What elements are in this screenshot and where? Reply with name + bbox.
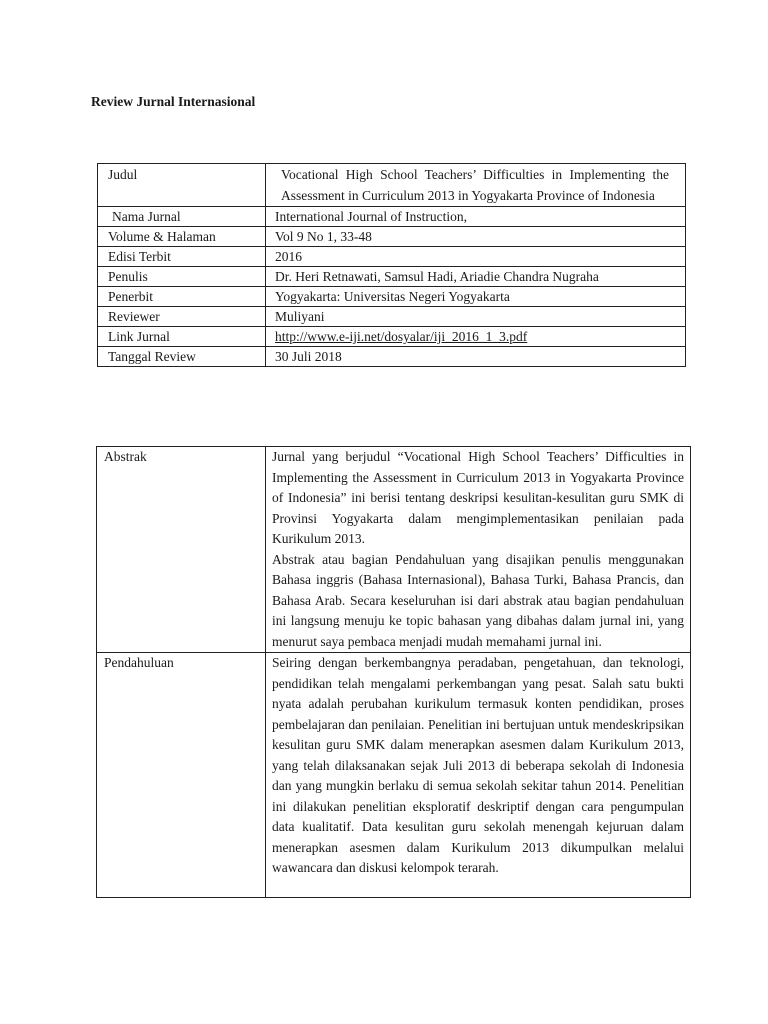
review-content-table (96, 446, 691, 898)
row-value-penerbit: Yogyakarta: Universitas Negeri Yogyakarta (266, 287, 686, 307)
table-row (98, 247, 686, 267)
row-value-pendahuluan (266, 653, 691, 898)
row-value-abstrak (266, 447, 691, 653)
row-label-reviewer: Reviewer (98, 307, 266, 327)
table-row (98, 287, 686, 307)
row-label-penulis: Penulis (98, 267, 266, 287)
row-value-penulis: Dr. Heri Retnawati, Samsul Hadi, Ariadie Chandra Nugraha (266, 267, 686, 287)
row-value-nama-jurnal: International Journal of Instruction, (266, 207, 686, 227)
table-row (98, 327, 686, 347)
table-row (97, 653, 691, 898)
row-label-abstrak: Abstrak (97, 447, 266, 653)
table-row (98, 307, 686, 327)
row-value-edisi: 2016 (266, 247, 686, 267)
table-row (98, 207, 686, 227)
abstrak-paragraph-1: Jurnal yang berjudul “Vocational High School Teachers’ Difficulties in Implementing the Assessment in Curriculum 2013 in Yogyakarta Province of Indonesia” ini berisi tentang deskripsi kesulitan-kesulitan guru SMK di Provinsi Yogyakarta dalam mengimplementasikan penilaian pada Kurikulum 2013. (272, 449, 684, 546)
pendahuluan-text-clip (272, 653, 684, 897)
table-row (98, 347, 686, 367)
row-label-penerbit: Penerbit (98, 287, 266, 307)
abstrak-paragraph-2: Abstrak atau bagian Pendahuluan yang disajikan penulis menggunakan Bahasa inggris (Bahasa Internasional), Bahasa Turki, Bahasa Prancis, dan Bahasa Arab. Secara keseluruhan isi dari abstrak atau bagian pendahuluan ini langsung menuju ke topic bahasan yang dibahas dalam jurnal ini, yang menurut saya pembaca menjadi mudah memahami jurnal ini. (272, 551, 684, 649)
row-label-judul: Judul (98, 164, 266, 207)
row-label-link: Link Jurnal (98, 327, 266, 347)
journal-metadata-table (97, 163, 686, 367)
row-label-tanggal: Tanggal Review (98, 347, 266, 367)
pendahuluan-paragraph: Seiring dengan berkembangnya peradaban, pengetahuan, dan teknologi, pendidikan telah mengalami perkembangan yang pesat. Salah satu bukti nyata adalah perubahan kurikulum termasuk konten pendidikan, proses pembelajaran dan penilaian. Penelitian ini bertujuan untuk mendeskripsikan kesulitan guru SMK dalam menerapkan asesmen dalam Kurikulum 2013, yang telah dilaksanakan sejak Juli 2013 di beberapa sekolah di Indonesia dan yang mungkin berlaku di semua sekolah sekitar tahun 2014. Penelitian ini dilakukan penelitian eksploratif deskriptif dengan cara pengumpulan data kualitatif. Data kesulitan guru sekolah menengah kejuruan dalam menerapkan asesmen dalam Kurikulum 2013 dikumpulkan melalui wawancara dan diskusi kelompok terarah. (272, 655, 684, 875)
row-value-judul: Vocational High School Teachers’ Difficulties in Implementing the Assessment in Curriculum 2013 in Yogyakarta Province of Indonesia (266, 164, 686, 207)
table-row (97, 447, 691, 653)
table-row (98, 227, 686, 247)
row-value-link (266, 327, 686, 347)
row-value-reviewer: Muliyani (266, 307, 686, 327)
row-label-pendahuluan: Pendahuluan (97, 653, 266, 898)
row-value-volume: Vol 9 No 1, 33-48 (266, 227, 686, 247)
table-row (98, 164, 686, 207)
table-row (98, 267, 686, 287)
journal-link[interactable]: http://www.e-iji.net/dosyalar/iji_2016_1_3.pdf (275, 329, 528, 344)
row-value-tanggal: 30 Juli 2018 (266, 347, 686, 367)
page-title: Review Jurnal Internasional (91, 94, 256, 109)
row-label-volume: Volume & Halaman (98, 227, 266, 247)
row-label-nama-jurnal: Nama Jurnal (98, 207, 266, 227)
row-label-edisi: Edisi Terbit (98, 247, 266, 267)
